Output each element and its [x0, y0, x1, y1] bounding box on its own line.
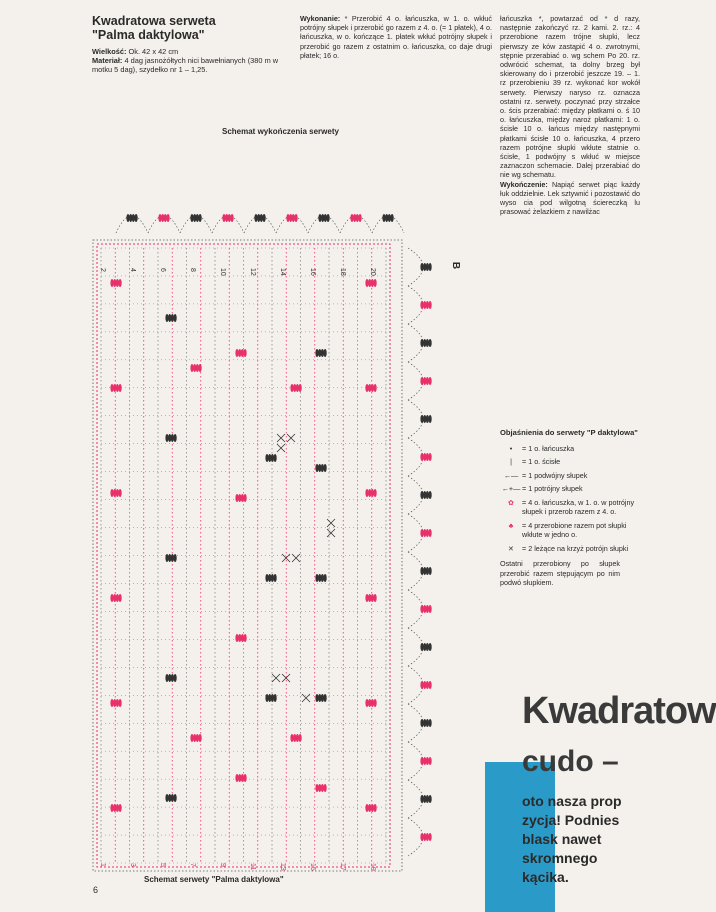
stitch-cluster	[429, 453, 432, 461]
legend-text: = 1 podwójny słupek	[522, 470, 588, 480]
legend-text: = 1 potrójny słupek	[522, 484, 583, 493]
stitch-cluster	[429, 491, 432, 499]
stitch-cluster	[391, 214, 394, 222]
row-number-label: 4	[129, 268, 136, 272]
size-label: Wielkość:	[92, 47, 127, 56]
stitch-cluster	[429, 757, 432, 765]
legend-item	[500, 484, 640, 494]
stitch-cluster	[429, 301, 432, 309]
stitch-cluster	[119, 594, 122, 602]
stitch-cluster	[429, 643, 432, 651]
stitch-cluster	[119, 384, 122, 392]
stitch-cluster	[119, 489, 122, 497]
legend-symbol: ✿	[507, 497, 515, 507]
legend-heading: Objaśnienia do serwety "P daktylowa"	[500, 428, 638, 437]
finishing-text: Napiąć serwet piąc każdy łuk oddzielnie. Lek sztywnić i pozostawić do wyso cia pod wilgotną ściereczką lu prasować żelazkiem z nawilżac	[500, 179, 641, 217]
legend-symbol: ♣	[508, 520, 514, 530]
stitch-cluster	[199, 214, 202, 222]
title-line-1: Kwadratowa serweta	[92, 14, 216, 28]
legend-symbol: •	[509, 443, 513, 453]
row-number-label: 14	[279, 268, 286, 276]
stitch-cluster	[324, 694, 327, 702]
stitch-cluster	[324, 349, 327, 357]
stitch-cluster	[374, 384, 377, 392]
stitch-cluster	[231, 214, 234, 222]
stitch-cluster	[429, 719, 432, 727]
promo-subheadline: cudo –	[522, 745, 619, 778]
legend-symbol: ←+—	[501, 484, 521, 493]
stitch-cluster	[135, 214, 138, 222]
promo-headline: Kwadratow	[522, 690, 716, 732]
legend-item	[500, 444, 640, 454]
stitch-cluster	[429, 529, 432, 537]
stitch-cluster	[174, 434, 177, 442]
instructions-column-continued	[500, 14, 640, 216]
stitch-cluster	[429, 377, 432, 385]
row-number-label: 3	[129, 863, 136, 867]
stitch-cluster	[429, 339, 432, 347]
row-number-label: 8	[189, 268, 196, 272]
instructions-column	[300, 14, 492, 60]
execution-label: Wykonanie:	[300, 14, 341, 23]
legend-text: = 1 o. ścisłe	[522, 457, 561, 466]
stitch-cluster	[429, 263, 432, 271]
legend-text: = 2 leżące na krzyż potrójn słupki	[522, 543, 629, 553]
stitch-cluster	[324, 784, 327, 792]
row-number-label: 11	[249, 863, 256, 871]
stitch-cluster	[429, 681, 432, 689]
legend-item	[500, 457, 640, 467]
legend-text: = 4 przerobione razem pot słupki wkłute w jedno o.	[522, 520, 627, 539]
stitch-cluster	[359, 214, 362, 222]
stitch-cluster	[244, 494, 247, 502]
stitch-cluster	[263, 214, 266, 222]
finishing-label: Wykończenie:	[500, 179, 548, 189]
stitch-cluster	[324, 574, 327, 582]
legend-item	[500, 498, 640, 517]
stitch-cluster	[244, 774, 247, 782]
legend-symbol: ✕	[507, 543, 515, 553]
stitch-cluster	[374, 804, 377, 812]
stitch-cluster	[244, 349, 247, 357]
stitch-cluster	[429, 833, 432, 841]
stitch-cluster	[295, 214, 298, 222]
row-number-label: 5	[159, 863, 166, 867]
stitch-cluster	[429, 605, 432, 613]
row-number-label: 20	[369, 268, 376, 276]
stitch-cluster	[299, 734, 302, 742]
execution-text: * Przerobić 4 o. łańcuszka, w 1. o. wkłuć potrójny słupek i przerobić go razem z 4. o. (= 1 płatek), 4 o. łańcuszka, w o. kończące 1. płatek wkłuć potrójny słupek i przerobić go razem z ostatnim o. łańcuszka, co daje drugi płatek; 16 o.	[300, 14, 493, 60]
legend-item	[500, 471, 640, 481]
stitch-cluster	[374, 489, 377, 497]
stitch-cluster	[119, 279, 122, 287]
stitch-cluster	[174, 554, 177, 562]
stitch-cluster	[374, 279, 377, 287]
legend-text: = 1 o. łańcuszka	[522, 443, 575, 453]
stitch-cluster	[429, 567, 432, 575]
stitch-cluster	[119, 699, 122, 707]
stitch-cluster	[429, 415, 432, 423]
stitch-cluster	[174, 674, 177, 682]
promo-tagline: oto nasza prop zycja! Podnies blask nawet skromnego kącika.	[522, 793, 622, 885]
legend-item	[500, 544, 640, 554]
stitch-cluster	[119, 804, 122, 812]
title-line-2: "Palma daktylowa"	[92, 28, 205, 42]
stitch-cluster	[327, 214, 330, 222]
side-marker: B	[450, 261, 462, 270]
legend-note: Ostatni przerobiony po słupek przerobić razem stępującym po nim podwó słupkiem.	[500, 559, 620, 587]
stitch-cluster	[199, 734, 202, 742]
row-number-label: 16	[309, 268, 316, 276]
row-number-label: 17	[339, 863, 346, 871]
crochet-chart	[86, 138, 506, 873]
material-value: 4 dag jasnożółtych nici bawełnianych (380 m w motku 5 dag), szydełko nr 1 – 1,25.	[92, 56, 279, 75]
row-number-label: 9	[219, 863, 226, 867]
row-number-label: 19	[369, 863, 376, 871]
stitch-cluster	[374, 594, 377, 602]
row-number-label: 7	[189, 863, 196, 867]
row-number-label: 1	[99, 863, 106, 867]
stitch-cluster	[199, 364, 202, 372]
legend-text: = 4 o. łańcuszka, w 1. o. w potrójny słupek i przerob razem z 4. o.	[522, 497, 635, 516]
material-label: Materiał:	[92, 56, 123, 66]
stitch-cluster	[429, 795, 432, 803]
legend	[500, 428, 640, 588]
row-number-label: 13	[279, 863, 286, 871]
stitch-cluster	[174, 314, 177, 322]
chart-caption: Schemat serwety "Palma daktylowa"	[144, 875, 284, 884]
row-number-label: 6	[159, 268, 166, 272]
row-number-label: 2	[99, 268, 106, 272]
legend-item	[500, 521, 640, 540]
stitch-cluster	[374, 699, 377, 707]
pattern-specs	[92, 47, 282, 75]
chart-outer-border	[93, 240, 402, 871]
stitch-cluster	[244, 634, 247, 642]
row-number-label: 12	[249, 268, 256, 276]
page-number: 6	[93, 885, 99, 895]
legend-symbol: ←—	[503, 470, 519, 480]
stitch-cluster	[274, 694, 277, 702]
stitch-cluster	[167, 214, 170, 222]
stitch-cluster	[299, 384, 302, 392]
stitch-cluster	[324, 464, 327, 472]
row-number-label: 18	[339, 268, 346, 276]
stitch-cluster	[174, 794, 177, 802]
row-number-label: 15	[309, 863, 316, 871]
stitch-cluster	[274, 574, 277, 582]
stitch-cluster	[274, 454, 277, 462]
legend-symbol: |	[510, 457, 512, 466]
edging-schema-title: Schemat wykończenia serwety	[222, 127, 339, 136]
pattern-title	[92, 14, 282, 42]
continued-text: łańcuszka *, powtarzać od * d razy, następnie zakończyć rz. 2 kami. 2. rz.: 4 przerobione razem trójne słupki, lecz pierwszy ze ków zastąpić 4 o. zwrotnymi, stępnie przerabiać o. wg schem Po 20. rz. odwrócić schemat, ta dolny brzeg był skierowany do i przerobić jeszcze 19. – 1. rz przerobieniu 39 rz. wykonać kor wokół serwety. Pierwszy naryso rz. oznacza ostatni rz. serwety. poczynać przy strzałce o. ścis przerabiać: między płatkami o. ś 10 o. łańcuszka, między naroż płatkami: 1 o. ścisłe 10 o. łańcus między następnymi płatkami ścisłe 10 o. łańcuszka, 4 przero razem potrójne słupki wkłute statnie o. ścisłe, 1 podwójny s wkłuć w miejsce zaznaczon schemacie. Dalej przerabiać do nie wg schematu.	[500, 14, 640, 180]
row-number-label: 10	[219, 268, 226, 276]
size-value: Ok. 42 x 42 cm	[128, 47, 179, 56]
